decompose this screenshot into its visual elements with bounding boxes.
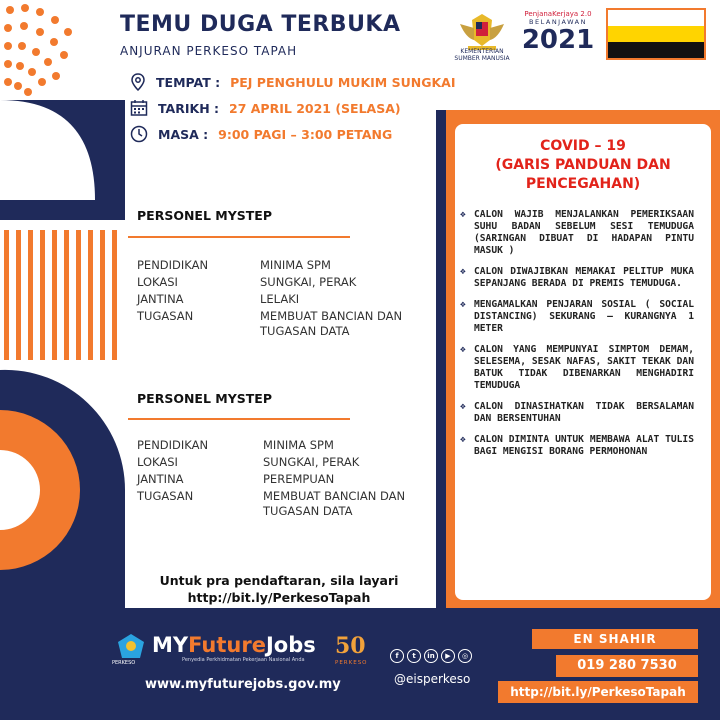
position-details-1 bbox=[137, 258, 437, 339]
perkeso-logo-icon bbox=[116, 632, 146, 660]
brand-jobs: Jobs bbox=[265, 633, 316, 657]
brand-my: MY bbox=[152, 633, 189, 657]
linkedin-icon[interactable]: in bbox=[424, 649, 438, 663]
star-bullet-icon: ❖ bbox=[460, 344, 466, 355]
contact-link[interactable]: http://bit.ly/PerkesoTapah bbox=[498, 681, 698, 703]
brand-tagline: Penyedia Perkhidmatan Pekerjaan Nasional Anda bbox=[182, 657, 305, 663]
time-row bbox=[130, 125, 392, 143]
covid-panel-accent bbox=[436, 110, 446, 608]
rule-text: CALON YANG MEMPUNYAI SIMPTOM DEMAM, SELESEMA, SESAK NAFAS, SAKIT TEKAK DAN BATUK TIDAK DIBENARKAN MENGHADIRI TEMUDUGA bbox=[474, 344, 694, 391]
social-handle[interactable]: @eisperkeso bbox=[394, 672, 471, 686]
registration-link[interactable]: http://bit.ly/PerkesoTapah bbox=[187, 590, 371, 605]
list-item bbox=[460, 209, 694, 257]
rule-text: CALON DIMINTA UNTUK MEMBAWA ALAT TULIS BAGI MENGISI BORANG PERMOHONAN bbox=[474, 434, 694, 457]
instagram-icon[interactable]: ◎ bbox=[458, 649, 472, 663]
page-subtitle: ANJURAN PERKESO TAPAH bbox=[120, 44, 298, 58]
facebook-icon[interactable]: f bbox=[390, 649, 404, 663]
fifty-years-label: PERKESO bbox=[335, 660, 368, 666]
flag-yellow-stripe bbox=[608, 26, 704, 42]
star-bullet-icon: ❖ bbox=[460, 434, 466, 445]
position-heading-2: PERSONEL MYSTEP bbox=[137, 391, 272, 406]
detail-value: SUNGKAI, PERAK bbox=[263, 455, 360, 469]
rule-text: CALON DINASIHATKAN TIDAK BERSALAMAN DAN BERSENTUHAN bbox=[474, 401, 694, 424]
budget-logo bbox=[516, 10, 600, 54]
date-row bbox=[130, 99, 401, 117]
calendar-icon bbox=[130, 99, 148, 117]
covid-title-line1: COVID – 19 bbox=[540, 138, 626, 154]
rule-text: MENGAMALKAN PENJARAN SOSIAL ( SOCIAL DISTANCING) SEKURANG – KURANGNYA 1 METER bbox=[474, 299, 694, 334]
position-divider-2 bbox=[128, 418, 350, 420]
position-details-2 bbox=[137, 438, 437, 519]
contact-name: EN SHAHIR bbox=[532, 629, 698, 649]
ministry-text: KEMENTERIAN SUMBER MANUSIA bbox=[454, 48, 510, 62]
location-pin-icon bbox=[130, 73, 146, 91]
registration-line: Untuk pra pendaftaran, sila layari bbox=[159, 573, 399, 588]
budget-line1: PenjanaKerjaya 2.0 bbox=[524, 10, 592, 18]
position-divider-1 bbox=[128, 236, 350, 238]
list-item bbox=[460, 266, 694, 290]
star-bullet-icon: ❖ bbox=[460, 209, 466, 220]
left-decoration bbox=[0, 0, 125, 608]
fifty-years-logo: 50 bbox=[335, 633, 366, 659]
detail-label: JANTINA bbox=[137, 292, 184, 306]
covid-rules-list bbox=[460, 209, 694, 467]
flag-white-stripe bbox=[608, 10, 704, 26]
date-label: TARIKH : bbox=[158, 100, 220, 116]
flag-black-stripe bbox=[608, 42, 704, 58]
twitter-icon[interactable]: t bbox=[407, 649, 421, 663]
detail-label: LOKASI bbox=[137, 275, 178, 289]
covid-title bbox=[455, 137, 711, 194]
detail-value: LELAKI bbox=[260, 292, 300, 306]
covid-title-line2: (GARIS PANDUAN DAN PENCEGAHAN) bbox=[495, 157, 671, 192]
detail-label: PENDIDIKAN bbox=[137, 258, 209, 272]
contact-phone[interactable]: 019 280 7530 bbox=[556, 655, 698, 677]
perkeso-label: PERKESO bbox=[112, 660, 136, 666]
budget-year: 2021 bbox=[521, 25, 595, 55]
detail-label: PENDIDIKAN bbox=[137, 438, 209, 452]
registration-text bbox=[120, 572, 438, 606]
list-item bbox=[460, 401, 694, 425]
detail-label: TUGASAN bbox=[137, 489, 194, 503]
brand-future: Future bbox=[188, 633, 266, 657]
detail-value: MINIMA SPM bbox=[263, 438, 334, 452]
perak-flag bbox=[606, 8, 706, 60]
website-link[interactable]: www.myfuturejobs.gov.my bbox=[145, 677, 341, 692]
clock-icon bbox=[130, 125, 148, 143]
date-value: 27 APRIL 2021 (SELASA) bbox=[229, 100, 401, 116]
venue-row bbox=[130, 73, 455, 91]
list-item bbox=[460, 299, 694, 335]
budget-line2: BELANJAWAN bbox=[529, 18, 587, 26]
detail-value: SUNGKAI, PERAK bbox=[260, 275, 357, 289]
list-item bbox=[460, 344, 694, 392]
position-heading-1: PERSONEL MYSTEP bbox=[137, 208, 272, 223]
star-bullet-icon: ❖ bbox=[460, 299, 466, 310]
social-icons bbox=[390, 649, 472, 663]
time-label: MASA : bbox=[158, 126, 209, 142]
star-bullet-icon: ❖ bbox=[460, 266, 466, 277]
star-bullet-icon: ❖ bbox=[460, 401, 466, 412]
detail-value: PEREMPUAN bbox=[263, 472, 335, 486]
rule-text: CALON DIWAJIBKAN MEMAKAI PELITUP MUKA SEPANJANG BERADA DI PREMIS TEMUDUGA. bbox=[474, 266, 694, 289]
detail-value: MINIMA SPM bbox=[260, 258, 331, 272]
venue-value: PEJ PENGHULU MUKIM SUNGKAI bbox=[230, 74, 456, 90]
time-value: 9:00 PAGI – 3:00 PETANG bbox=[218, 126, 393, 142]
detail-label: TUGASAN bbox=[137, 309, 194, 323]
page-title: TEMU DUGA TERBUKA bbox=[120, 12, 401, 37]
detail-label: LOKASI bbox=[137, 455, 178, 469]
list-item bbox=[460, 434, 694, 458]
venue-label: TEMPAT : bbox=[156, 74, 221, 90]
detail-label: JANTINA bbox=[137, 472, 184, 486]
detail-value: MEMBUAT BANCIAN DAN TUGASAN DATA bbox=[263, 489, 406, 518]
detail-value: MEMBUAT BANCIAN DAN TUGASAN DATA bbox=[260, 309, 403, 338]
myfuturejobs-logo bbox=[152, 633, 316, 657]
rule-text: CALON WAJIB MENJALANKAN PEMERIKSAAN SUHU BADAN SEBELUM SESI TEMUDUGA (SARINGAN DIBUAT DI HADAPAN PINTU MASUK ) bbox=[474, 209, 694, 256]
youtube-icon[interactable]: ▶ bbox=[441, 649, 455, 663]
